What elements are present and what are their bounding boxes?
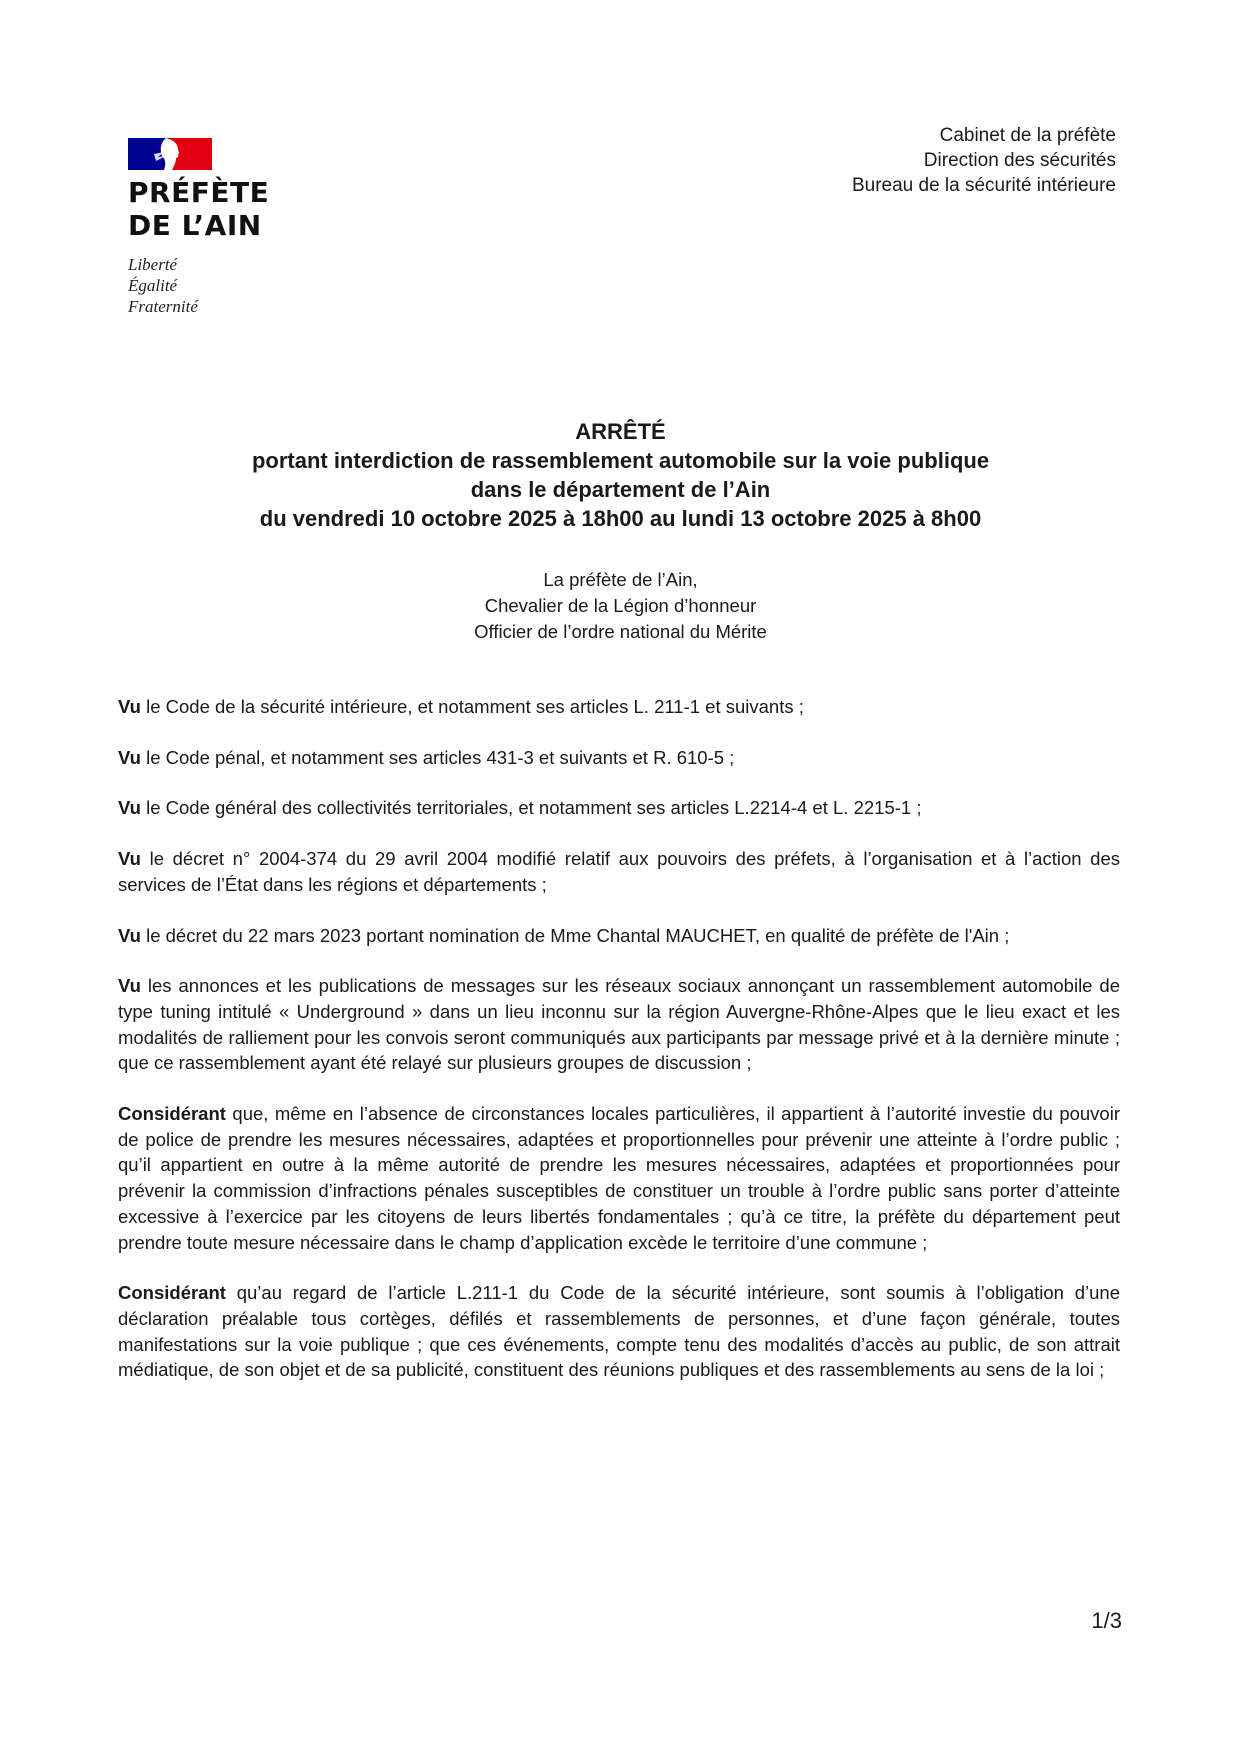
issuing-service (852, 123, 1116, 198)
considering-paragraph (118, 1280, 1120, 1383)
visa-paragraph (118, 745, 1120, 771)
document-body (118, 694, 1120, 1408)
authority-line: La préfète de l’Ain, (543, 569, 698, 590)
issuing-authority (0, 567, 1241, 645)
paragraph-text: le Code général des collectivités territoriales, et notamment ses articles L.2214-4 et L. 2215-1 ; (140, 797, 922, 819)
visa-paragraph (118, 846, 1120, 897)
document-title (0, 417, 1241, 533)
motto-line: Liberté (128, 255, 178, 274)
prefecture-logo (128, 138, 278, 317)
considering-paragraph (118, 1101, 1120, 1255)
paragraph-text: les annonces et les publications de messages sur les réseaux sociaux annonçant un rassemblement automobile de type tuning intitulé « Underground » dans un lieu inconnu sur la région Auvergne-Rhône-Alpes que le lieu exact et les modalités de ralliement pour les convois seront communiqués aux participants par message privé et à la dernière minute ; que ce rassemblement ayant été relayé sur plusieurs groupes de discussion ; (118, 975, 1120, 1074)
service-line: Cabinet de la préfète (939, 125, 1116, 146)
title-line: dans le département de l’Ain (470, 477, 771, 502)
paragraph-text: le décret du 22 mars 2023 portant nomination de Mme Chantal MAUCHET, en qualité de préfète de l'Ain ; (140, 924, 1010, 946)
marianne-flag-icon (128, 138, 212, 170)
paragraph-text: que, même en l’absence de circonstances locales particulières, il appartient à l’autorité investie du pouvoir de police de prendre les mesures nécessaires, adaptées et proportionnelles pour prévenir une atteinte à l’ordre public ; qu’il appartient en outre à la même autorité de prendre les mesures nécessaires, adaptées et proportionnées pour prévenir la commission d’infractions pénales susceptibles de constituer un trouble à l’ordre public sans porter d’atteinte excessive à l’exercice par les citoyens de leurs libertés fondamentales ; qu’à ce titre, la préfète du département peut prendre toute mesure nécessaire dans le champ d’application excède le territoire d’une commune ; (118, 1103, 1120, 1253)
page-number: 1/3 (1091, 1608, 1122, 1633)
service-line: Direction des sécurités (923, 150, 1116, 171)
visa-paragraph (118, 923, 1120, 949)
paragraph-text: le Code pénal, et notamment ses articles 431-3 et suivants et R. 610-5 ; (140, 746, 735, 768)
paragraph-lead: Vu (118, 975, 141, 997)
paragraph-text: le décret n° 2004-374 du 29 avril 2004 modifié relatif aux pouvoirs des préfets, à l’organisation et à l’action des services de l’État dans les régions et départements ; (118, 848, 1120, 895)
visa-paragraph (118, 973, 1120, 1076)
motto-line: Égalité (128, 276, 178, 295)
service-line: Bureau de la sécurité intérieure (851, 175, 1116, 196)
visa-paragraph (118, 694, 1120, 720)
paragraph-text: qu’au regard de l’article L.211-1 du Code de la sécurité intérieure, sont soumis à l’obligation d’une déclaration préalable tous cortèges, défilés et rassemblements de personnes, et d’une façon générale, toutes manifestations sur la voie publique ; que ces événements, compte tenu des modalités d’accès au public, de son attrait médiatique, de son objet et de sa publicité, constituent des réunions publiques et des rassemblements au sens de la loi ; (118, 1282, 1120, 1381)
paragraph-lead: Considérant (118, 1282, 226, 1304)
logo-title (128, 176, 278, 242)
title-line: portant interdiction de rassemblement automobile sur la voie publique (251, 448, 990, 473)
republic-motto (128, 254, 278, 317)
logo-title-line: PRÉFÈTE (128, 176, 270, 209)
authority-line: Officier de l’ordre national du Mérite (474, 621, 767, 642)
paragraph-lead: Vu (118, 797, 141, 819)
marianne-profile-icon (152, 138, 188, 170)
paragraph-lead: Vu (118, 848, 141, 870)
visa-paragraph (118, 795, 1120, 821)
paragraph-lead: Vu (118, 696, 141, 717)
paragraph-text: le Code de la sécurité intérieure, et notamment ses articles L. 211-1 et suivants ; (140, 696, 804, 717)
paragraph-lead: Considérant (118, 1103, 226, 1125)
motto-line: Fraternité (128, 297, 198, 316)
authority-line: Chevalier de la Légion d’honneur (484, 595, 757, 616)
paragraph-lead: Vu (118, 746, 141, 768)
paragraph-lead: Vu (118, 924, 141, 946)
title-line: ARRÊTÉ (575, 419, 666, 444)
logo-title-line: DE L’AIN (128, 209, 262, 242)
title-line: du vendredi 10 octobre 2025 à 18h00 au lundi 13 octobre 2025 à 8h00 (259, 506, 982, 531)
